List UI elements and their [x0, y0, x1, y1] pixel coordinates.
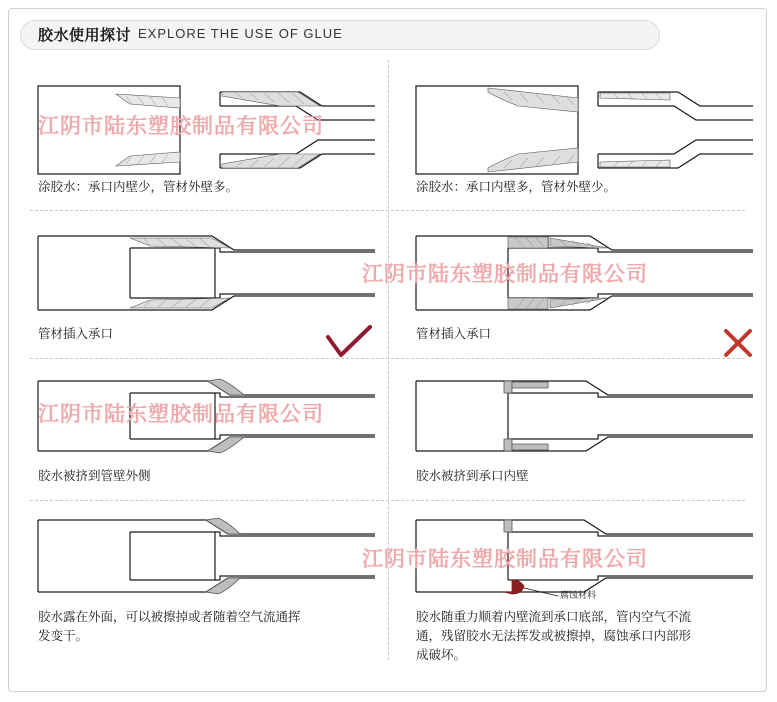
page-title: 胶水使用探讨 — [38, 27, 132, 44]
caption-left-glue-outside: 胶水露在外面，可以被擦掉或者随着空气流通挥 发变干。 — [38, 610, 301, 643]
caption-right-apply-glue: 涂胶水：承口内壁多，管材外壁少。 — [416, 180, 617, 194]
caption-left-apply-glue: 涂胶水：承口内壁少，管材外壁多。 — [38, 180, 239, 194]
caption-right-glue-squeezed: 胶水被挤到承口内壁 — [416, 469, 529, 483]
wrong-cross-icon — [723, 328, 753, 358]
corrosion-annotation: 腐蚀材料 — [560, 590, 597, 600]
diagram-left-insert-pipe — [30, 218, 380, 328]
diagram-left-apply-glue — [30, 62, 380, 177]
correct-check-icon — [325, 325, 373, 359]
watermark-2: 江阴市陆东塑胶制品有限公司 — [362, 263, 648, 286]
watermark-4: 江阴市陆东塑胶制品有限公司 — [362, 548, 648, 571]
diagram-right-apply-glue — [408, 62, 758, 177]
diagram-left-glue-outside — [30, 506, 380, 606]
watermark-1: 江阴市陆东塑胶制品有限公司 — [38, 115, 324, 138]
watermark-3: 江阴市陆东塑胶制品有限公司 — [38, 403, 324, 426]
diagram-right-insert-pipe — [408, 218, 758, 328]
caption-left-glue-squeezed: 胶水被挤到管壁外侧 — [38, 469, 151, 483]
diagram-right-glue-squeezed — [408, 365, 758, 465]
caption-left-insert-pipe: 管材插入承口 — [38, 327, 114, 341]
column-separator — [388, 60, 389, 660]
caption-right-glue-inside: 胶水随重力顺着内壁流到承口底部，管内空气不流 通，残留胶水无法挥发或被擦掉，腐蚀承口内部形 成破坏。 — [416, 610, 692, 662]
diagram-left-glue-squeezed — [30, 365, 380, 465]
page-subtitle: EXPLORE THE USE OF GLUE — [138, 26, 343, 41]
caption-right-insert-pipe: 管材插入承口 — [416, 327, 492, 341]
